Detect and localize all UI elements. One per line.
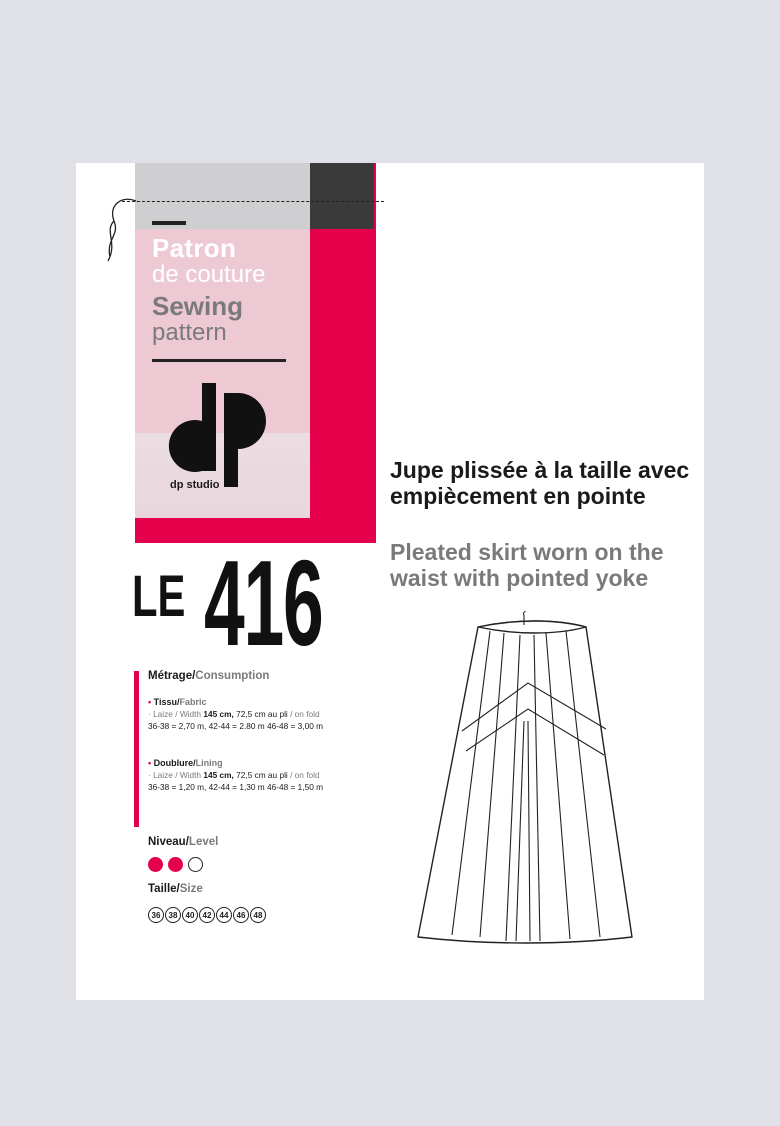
label-divider — [152, 359, 286, 362]
consumption-accent-bar — [134, 671, 139, 827]
size-option: 44 — [216, 907, 232, 923]
pattern-envelope — [76, 163, 704, 1000]
lining-width-fr: · Laize / — [148, 770, 180, 780]
fabric-label-fr: Tissu/ — [153, 697, 180, 707]
size-option: 46 — [233, 907, 249, 923]
lining-bullet: • — [148, 758, 154, 768]
fabric-width-fr: · Laize / — [148, 709, 180, 719]
level-dot-filled — [168, 857, 183, 872]
brand-name: dp studio — [170, 479, 220, 491]
lining-label-en: Lining — [195, 758, 223, 768]
label-patron: Patron — [152, 233, 237, 263]
skirt-illustration — [406, 611, 642, 947]
cut-line — [122, 201, 384, 202]
reference-number: 416 — [204, 535, 323, 671]
dp-logo-icon — [164, 381, 276, 491]
lining-block — [148, 758, 323, 793]
size-label-fr: Taille/ — [148, 883, 180, 895]
label-accent-bar — [152, 221, 186, 225]
fabric-fold-en: / on fold — [290, 709, 320, 719]
size-option: 38 — [165, 907, 181, 923]
label-sewing: Sewing — [152, 291, 244, 321]
hanging-thread-icon — [100, 191, 140, 271]
fabric-block — [148, 697, 323, 732]
fabric-label-en: Fabric — [179, 697, 207, 707]
lining-sizes: 36-38 = 1,20 m, 42-44 = 1,30 m 46-48 = 1,50 m — [148, 781, 324, 792]
label-de-couture: de couture — [152, 261, 266, 288]
fabric-width-en: Width — [179, 709, 204, 719]
lining-width-en: Width — [179, 770, 204, 780]
title-french: Jupe plissée à la taille avec empiècement en pointe — [390, 457, 690, 509]
level-dot-filled — [148, 857, 163, 872]
fabric-fold-fr: 72,5 cm au pli — [233, 709, 291, 719]
lining-label-fr: Doublure/ — [153, 758, 196, 768]
size-heading — [148, 883, 203, 895]
consumption-heading-fr: Métrage/ — [148, 670, 196, 682]
level-dot-empty — [188, 857, 203, 872]
lining-fold-fr: 72,5 cm au pli — [233, 770, 291, 780]
size-option: 40 — [182, 907, 198, 923]
fabric-sizes: 36-38 = 2,70 m, 42-44 = 2.80 m 46-48 = 3,00 m — [148, 720, 324, 731]
label-pattern: pattern — [152, 319, 227, 346]
size-option: 42 — [199, 907, 215, 923]
lining-fold-en: / on fold — [290, 770, 320, 780]
size-list — [148, 907, 266, 923]
reference-prefix: LE — [132, 564, 186, 629]
level-label-en: Level — [188, 836, 219, 848]
consumption-heading-en: Consumption — [195, 670, 270, 682]
label-grey-block — [135, 163, 310, 229]
title-english: Pleated skirt worn on the waist with pointed yoke — [390, 539, 664, 591]
size-option: 48 — [250, 907, 266, 923]
size-label-en: Size — [179, 883, 203, 895]
level-label-fr: Niveau/ — [148, 836, 189, 848]
label-dark-block — [310, 163, 374, 229]
consumption-heading — [148, 670, 269, 682]
lining-width-value: 145 cm, — [203, 770, 234, 780]
size-option: 36 — [148, 907, 164, 923]
fabric-bullet: • — [148, 697, 154, 707]
fabric-width-value: 145 cm, — [203, 709, 234, 719]
level-heading — [148, 836, 218, 848]
